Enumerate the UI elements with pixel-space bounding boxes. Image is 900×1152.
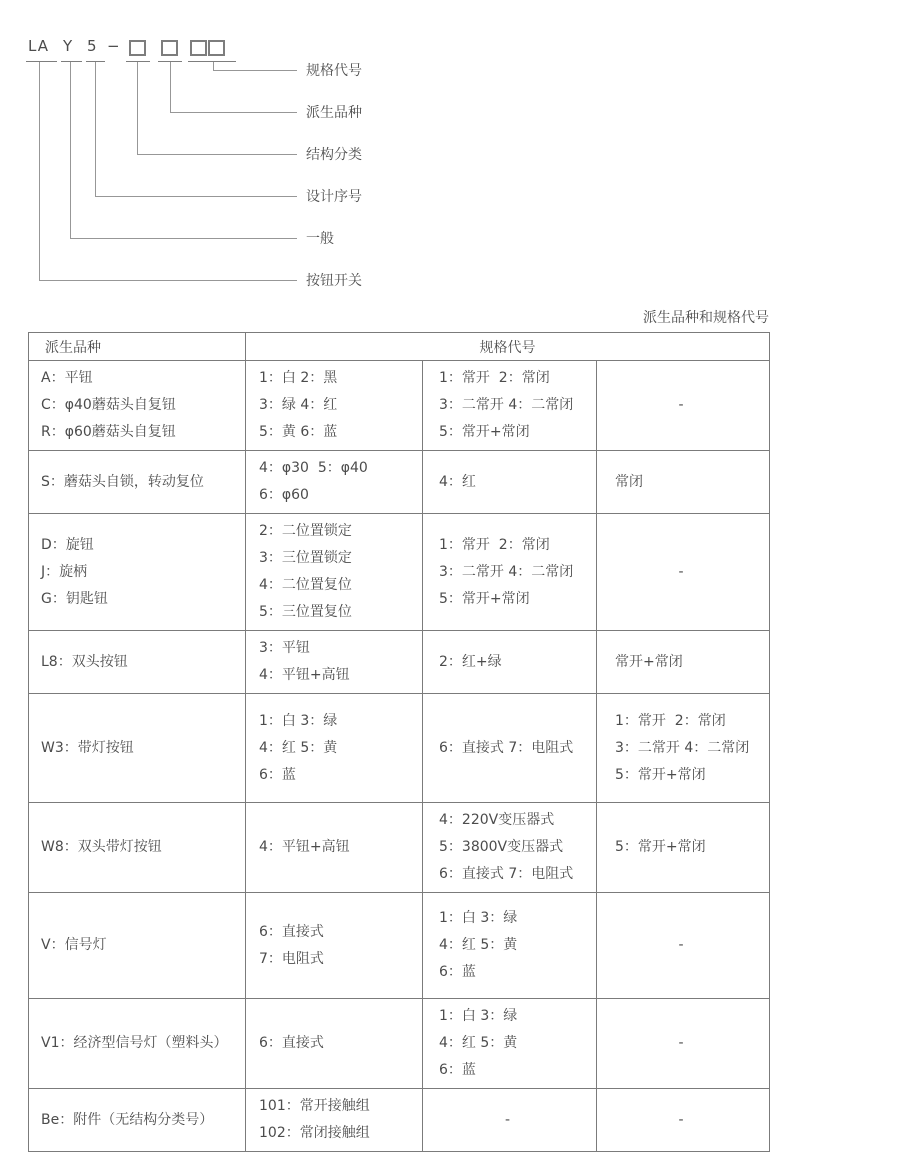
spec-cell-3: [597, 1089, 770, 1152]
spec-cell-2: [423, 803, 597, 893]
cell-line: 1：白 2：黑: [259, 370, 338, 386]
cell-line: 3：平钮: [259, 640, 310, 656]
table-row: [29, 893, 770, 999]
spec-cell-1: [246, 694, 423, 803]
cell-line: Be：附件（无结构分类号）: [41, 1111, 214, 1128]
cell-line: 3：二常开 4：二常闭: [439, 397, 574, 413]
variety-cell: [29, 361, 246, 451]
spec-cell-1: [246, 1089, 423, 1152]
spec-cell-2: [423, 999, 597, 1089]
part-label: 设计序号: [306, 189, 362, 205]
part-label: 一般: [306, 231, 334, 247]
cell-line: 4：平钮+高钮: [259, 667, 350, 683]
cell-line: 1：白 3：绿: [439, 1008, 518, 1024]
cell-line: 6：直接式: [259, 1035, 324, 1051]
table-row: [29, 361, 770, 451]
connector-line: [213, 62, 297, 71]
spec-cell-3: [597, 514, 770, 631]
part-label: 按钮开关: [306, 273, 362, 289]
variety-cell: [29, 999, 246, 1089]
cell-line: 101：常开接触组: [259, 1098, 370, 1114]
cell-line: S：蘑菇头自锁，转动复位: [41, 473, 204, 490]
placeholder-box-icon: [129, 40, 146, 56]
cell-line: 5：常开+常闭: [439, 590, 530, 607]
table-row: [29, 999, 770, 1089]
cell-line: 5：常开+常闭: [615, 839, 706, 855]
model-code-diagram: [0, 0, 900, 305]
cell-line: W3：带灯按钮: [41, 739, 134, 756]
placeholder-box-icon: [208, 40, 225, 56]
cell-line: 5：黄 6：蓝: [259, 424, 338, 440]
cell-line: 6：蓝: [439, 1062, 476, 1078]
cell-line: 6：直接式: [259, 923, 324, 940]
cell-line: -: [678, 937, 684, 953]
cell-line: 6：直接式 7：电阻式: [439, 739, 574, 756]
spec-cell-3: [597, 999, 770, 1089]
placeholder-box-icon: [161, 40, 178, 56]
cell-line: -: [678, 1111, 684, 1128]
cell-line: G：钥匙钮: [41, 590, 108, 607]
cell-line: J：旋柄: [41, 563, 88, 580]
spec-cell-3: [597, 361, 770, 451]
variety-cell: [29, 514, 246, 631]
cell-line: -: [678, 1035, 684, 1051]
variety-cell: [29, 694, 246, 803]
table-row: [29, 631, 770, 694]
cell-line: 4：220V变压器式: [439, 812, 555, 828]
code-part-text: −: [107, 37, 121, 55]
table-row: [29, 694, 770, 803]
table-section: [28, 310, 769, 1152]
part-label: 结构分类: [306, 147, 362, 163]
spec-cell-2: [423, 361, 597, 451]
part-label: 派生品种: [306, 105, 362, 121]
cell-line: 4：红 5：黄: [259, 739, 338, 756]
cell-line: 5：3800V变压器式: [439, 839, 564, 855]
cell-line: 常开+常闭: [615, 653, 683, 670]
spec-cell-2: [423, 893, 597, 999]
cell-line: 1：白 3：绿: [259, 712, 338, 729]
cell-line: 4：二位置复位: [259, 577, 352, 593]
spec-table-body: [29, 361, 770, 1152]
cell-line: 4：平钮+高钮: [259, 839, 350, 855]
table-row: [29, 514, 770, 631]
spec-cell-2: [423, 631, 597, 694]
cell-line: -: [504, 1111, 511, 1128]
variety-cell: [29, 803, 246, 893]
cell-line: 4：红 5：黄: [439, 1035, 518, 1051]
cell-line: -: [678, 563, 684, 580]
cell-line: 6：蓝: [259, 766, 296, 783]
cell-line: 4：φ30 5：φ40: [259, 460, 368, 476]
column-header-spec: 规格代号: [246, 333, 770, 361]
spec-cell-1: [246, 514, 423, 631]
spec-table: [28, 332, 770, 1152]
cell-line: R：φ60蘑菇头自复钮: [41, 424, 176, 440]
cell-line: 3：二常开 4：二常闭: [615, 739, 750, 756]
cell-line: V1：经济型信号灯（塑料头）: [41, 1035, 228, 1051]
spec-cell-1: [246, 803, 423, 893]
table-row: [29, 451, 770, 514]
cell-line: 1：常开 2：常闭: [439, 536, 550, 553]
code-part-text: Y: [63, 37, 74, 55]
code-part-text: 5: [87, 37, 98, 55]
table-row: [29, 803, 770, 893]
spec-cell-1: [246, 999, 423, 1089]
cell-line: 1：白 3：绿: [439, 910, 518, 926]
spec-cell-2: [423, 451, 597, 514]
spec-cell-3: [597, 694, 770, 803]
table-header-row: [29, 333, 770, 361]
cell-line: 5：三位置复位: [259, 604, 352, 620]
cell-line: 2：红+绿: [439, 653, 502, 670]
spec-cell-2: [423, 694, 597, 803]
spec-cell-1: [246, 631, 423, 694]
cell-line: 3：三位置锁定: [259, 550, 352, 566]
cell-line: 6：φ60: [259, 487, 309, 503]
cell-line: V：信号灯: [41, 937, 107, 953]
cell-line: D：旋钮: [41, 536, 94, 553]
cell-line: -: [678, 397, 684, 413]
cell-line: A：平钮: [41, 370, 93, 386]
cell-line: 3：绿 4：红: [259, 397, 338, 413]
spec-cell-3: [597, 893, 770, 999]
placeholder-box-icon: [190, 40, 207, 56]
spec-cell-3: [597, 803, 770, 893]
spec-cell-1: [246, 361, 423, 451]
spec-cell-2: [423, 514, 597, 631]
cell-line: 6：直接式 7：电阻式: [439, 866, 574, 882]
cell-line: 常闭: [615, 473, 643, 490]
spec-cell-3: [597, 631, 770, 694]
spec-cell-1: [246, 451, 423, 514]
cell-line: 1：常开 2：常闭: [439, 370, 550, 386]
variety-cell: [29, 1089, 246, 1152]
cell-line: 5：常开+常闭: [439, 424, 530, 440]
cell-line: 1：常开 2：常闭: [615, 712, 726, 729]
cell-line: 4：红: [439, 473, 476, 490]
cell-line: 3：二常开 4：二常闭: [439, 563, 574, 580]
cell-line: 102：常闭接触组: [259, 1125, 370, 1141]
code-part-text: LA: [28, 37, 49, 55]
column-header-variety: 派生品种: [29, 333, 246, 361]
cell-line: 2：二位置锁定: [259, 523, 352, 539]
table-row: [29, 1089, 770, 1152]
table-caption: 派生品种和规格代号: [643, 310, 769, 326]
spec-cell-2: [423, 1089, 597, 1152]
cell-line: L8：双头按钮: [41, 653, 128, 670]
cell-line: 4：红 5：黄: [439, 937, 518, 953]
cell-line: 7：电阻式: [259, 950, 324, 967]
cell-line: 6：蓝: [439, 964, 476, 980]
spec-cell-3: [597, 451, 770, 514]
cell-line: C：φ40蘑菇头自复钮: [41, 397, 176, 413]
cell-line: W8：双头带灯按钮: [41, 839, 162, 855]
part-label: 规格代号: [306, 63, 362, 79]
variety-cell: [29, 631, 246, 694]
spec-cell-1: [246, 893, 423, 999]
variety-cell: [29, 893, 246, 999]
cell-line: 5：常开+常闭: [615, 766, 706, 783]
variety-cell: [29, 451, 246, 514]
